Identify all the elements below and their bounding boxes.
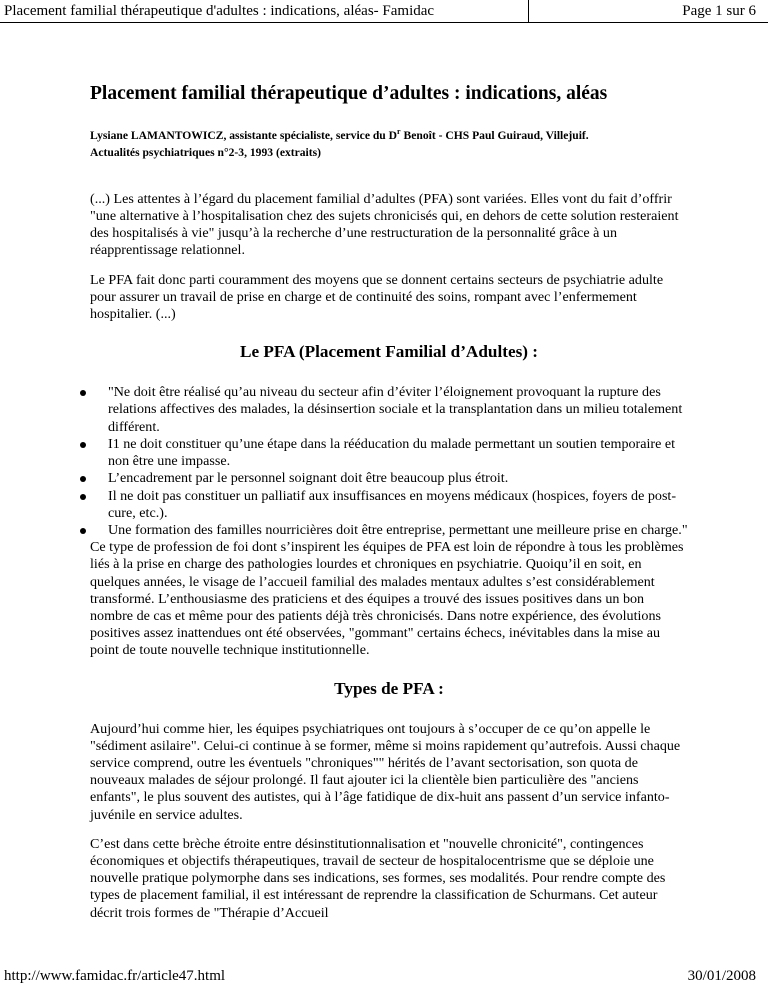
section-heading-pfa: Le PFA (Placement Familial d’Adultes) : xyxy=(239,342,539,362)
header-horizontal-divider xyxy=(0,22,768,23)
intro-paragraph-2: Le PFA fait donc parti couramment des moyens que se donnent certains secteurs de psychiatrie adulte pour assurer un travail de prise en charge et de continuité des soins, rompant avec l’enfermement hospitalier. (...) xyxy=(90,271,664,323)
byline-source: Actualités psychiatriques n°2-3, 1993 (extraits) xyxy=(90,145,322,159)
print-footer-date: 30/01/2008 xyxy=(687,968,756,984)
list-item: L’encadrement par le personnel soignant doit être beaucoup plus étroit. xyxy=(90,470,688,487)
bullet-icon xyxy=(80,390,86,396)
section-heading-types: Types de PFA : xyxy=(334,678,444,698)
section1-paragraph: Ce type de profession de foi dont s’inspirent les équipes de PFA est loin de répondre à tous les problèmes liés à la prise en charge des pathologies lourdes et chroniques en psychiatrie. Quoiqu’il en soit, en quelques années, le visage de l’accueil familial des malades mentaux adultes s’est considérablement transformé. L’enthousiasme des praticiens et des équipes a trouvé des issues positives dans un bon nombre de cas et même pour des patients déjà très chronicisés. Dans notre expérience, des évolutions positives assez inattendues ont été observées, "gommant" certains échecs, inévitables dans la mise au point de toute nouvelle technique institutionnelle. xyxy=(90,539,684,659)
list-item: I1 ne doit constituer qu’une étape dans la rééducation du malade permettant un soutien temporaire et non être une impasse. xyxy=(90,436,688,470)
header-vertical-divider xyxy=(528,0,529,22)
intro-paragraph-1: (...) Les attentes à l’égard du placement familial d’adultes (PFA) sont variées. Elles vont du fait d’offrir "une alternative à l’hospitalisation chez des sujets chronicisés qui, en dehors de cette solution resteraient des hospitalisés à vie" jusqu’à la recherche d’une restructuration de la personnalité grâce à un réapprentissage relationnel. xyxy=(90,190,679,259)
byline-author: Lysiane LAMANTOWICZ, assistante spécialiste, service du $D^r$ Benoît - CHS Paul Guiraud, Villejuif. xyxy=(90,127,589,142)
print-header-title: Placement familial thérapeutique d'adultes : indications, aléas- Famidac xyxy=(4,3,435,19)
print-header-page-number: Page 1 sur 6 xyxy=(682,3,756,19)
list-item: Une formation des familles nourricières doit être entreprise, permettant une meilleure prise en charge." xyxy=(90,522,688,539)
list-item: "Ne doit être réalisé qu’au niveau du secteur afin d’éviter l’éloignement provoquant la rupture des relations affectives des malades, la désinsertion sociale et la transplantation dans un milieu totalement différent. xyxy=(90,384,688,436)
bullet-icon xyxy=(80,528,86,534)
bullet-icon xyxy=(80,442,86,448)
print-footer-url: http://www.famidac.fr/article47.html xyxy=(4,968,226,984)
list-item: Il ne doit pas constituer un palliatif aux insuffisances en moyens médicaux (hospices, foyers de post-cure, etc.). xyxy=(90,488,688,522)
article-title: Placement familial thérapeutique d’adultes : indications, aléas xyxy=(90,83,608,104)
pfa-principles-list xyxy=(90,384,688,539)
print-header xyxy=(0,0,768,28)
article-byline xyxy=(90,123,688,161)
bullet-icon xyxy=(80,476,86,482)
section2-paragraph-2: C’est dans cette brèche étroite entre désinstitutionnalisation et "nouvelle chronicité", contingences économiques et objectifs thérapeutiques, travail de secteur de hospitalocentrisme que se déploie une nouvelle pratique polymorphe dans ses indications, ses formes, ses modalités. Pour rendre compte des types de placement familial, il est intéressant de reprendre la classification de Schurmans. Cet auteur décrit trois formes de "Thérapie d’Accueil xyxy=(90,835,666,921)
bullet-icon xyxy=(80,494,86,500)
section2-paragraph-1: Aujourd’hui comme hier, les équipes psychiatriques ont toujours à s’occuper de ce qu’on appelle le "sédiment asilaire". Celui-ci continue à se former, même si moins rapidement qu’autrefois. Aussi chaque service comprend, outre les éventuels "chroniques"" hérités de l’avant sectorisation, son quota de nouveaux malades de séjour prolongé. Il faut ajouter ici la clientèle bien particulière des "anciens enfants", le plus souvent des autistes, qui à l’âge fatidique de dix-huit ans passent d’un service infanto-juvénile en service adultes. xyxy=(90,720,681,823)
article-content xyxy=(90,82,688,934)
